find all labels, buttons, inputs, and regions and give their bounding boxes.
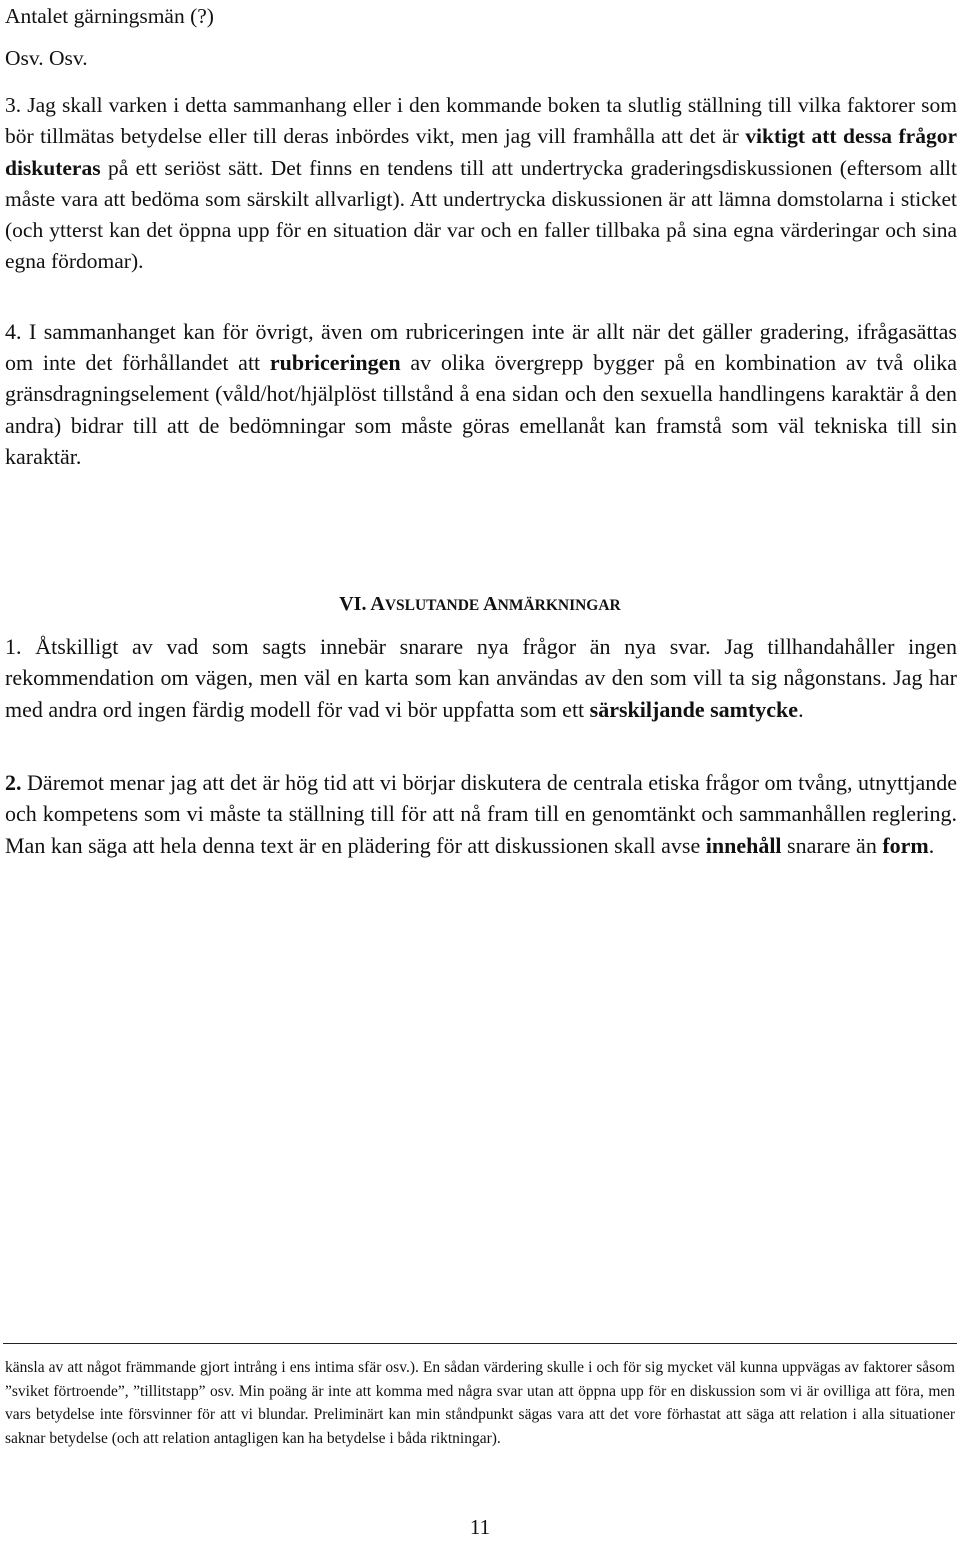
paragraph-3-number: 3. [5, 93, 22, 117]
conclusion-2-text-mid: snarare än [787, 832, 877, 858]
list-line-perpetrators: Antalet gärningsmän (?) [5, 4, 214, 28]
section-numeral: VI. [339, 593, 367, 615]
paragraph-4-emphasis: rubriceringen [269, 350, 401, 376]
conclusion-2-emphasis-form: form [882, 832, 929, 858]
paragraph-4-text-a: I sammanhanget kan för övrigt, även om rubriceringen inte är allt när det gäller gradering, ifrågasättas om inte det förhållandet att [5, 319, 957, 376]
section-title-rest-1: VSLUTANDE [384, 597, 480, 614]
conclusion-paragraph-1 [5, 631, 957, 725]
conclusion-1-text-b: . [798, 696, 804, 722]
conclusion-2-text-a: Däremot menar jag att det är hög tid att vi börjar diskutera de centrala etiska frågor om tvång, utnyttjande och kompetens som vi måste ta ställning till för att nå fram till en genomtänkt och sammanhållen reglering. Man kan säga att hela denna text är en plädering för att diskussionen skall avse [5, 770, 957, 858]
paragraph-4-text-b: av olika övergrepp bygger på en kombination av två olika gränsdragningselement (våld/hot/hjälplöst tillstånd å ena sidan och den sexuella handlingens karaktär å den andra) bidrar till att de bedömningar som måste göras emellanåt kan framstå som väl tekniska till sin karaktär. [5, 350, 957, 469]
paragraph-3-text-b: på ett seriöst sätt. Det finns en tendens till att undertrycka graderingsdiskussionen (eftersom allt måste vara att bedöma som särskilt allvarligt). Att undertrycka diskussionen är att lämna domstolarna i sticket (och ytterst kan det öppna upp för en situation där var och en faller tillbaka på sina egna värderingar och sina egna fördomar). [5, 155, 958, 274]
conclusion-1-number: 1. [5, 634, 22, 659]
section-title-initial-1: A [370, 593, 385, 615]
footnote-text: känsla av att något främmande gjort intrång i ens intima sfär osv.). En sådan värdering skulle i och för sig mycket väl kunna uppvägas av faktorer såsom ”sviket förtroende”, ”tillitstapp” osv. Min poäng är inte att komma med några svar utan att öppna upp för en diskussion som vi är ovilliga att föra, men vars betydelse inte försvinner för att vi blundar. Preliminärt kan min ståndpunkt sägas vara att det vore förhastat att säga att relation i alla situationer saknar betydelse (och att relation antagligen kan ha betydelse i båda riktningar). [5, 1359, 955, 1447]
paragraph-3 [5, 90, 957, 278]
section-title-initial-2: A [483, 593, 498, 615]
section-heading [0, 590, 960, 620]
section-title-rest-2: NMÄRKNINGAR [497, 597, 621, 614]
conclusion-paragraph-2 [5, 767, 957, 861]
conclusion-2-number: 2. [5, 770, 22, 795]
paragraph-3-text-a: Jag skall varken i detta sammanhang eller i den kommande boken ta slutlig ställning till vilka faktorer som bör tillmätas betydelse eller till deras inbördes vikt, men jag vill framhålla att det är [5, 93, 957, 149]
page-number: 11 [469, 1515, 491, 1539]
conclusion-2-text-end: . [928, 832, 935, 858]
paragraph-3-emphasis: viktigt att dessa frågor diskuteras [5, 124, 958, 180]
list-line-etc: Osv. Osv. [5, 46, 88, 70]
paragraph-4 [5, 316, 957, 472]
conclusion-2-emphasis-content: innehåll [705, 832, 782, 858]
conclusion-1-emphasis: särskiljande samtycke [589, 696, 799, 722]
conclusion-1-text-a: Åtskilligt av vad som sagts innebär snarare nya frågor än nya svar. Jag tillhandahåller ingen rekommendation om vägen, men väl en karta som kan användas av den som vill ta sig någonstans. Jag har med andra ord ingen färdig modell för vad vi bör uppfatta som ett [5, 634, 957, 722]
footnote-separator [3, 1343, 957, 1344]
paragraph-4-number: 4. [5, 319, 22, 344]
